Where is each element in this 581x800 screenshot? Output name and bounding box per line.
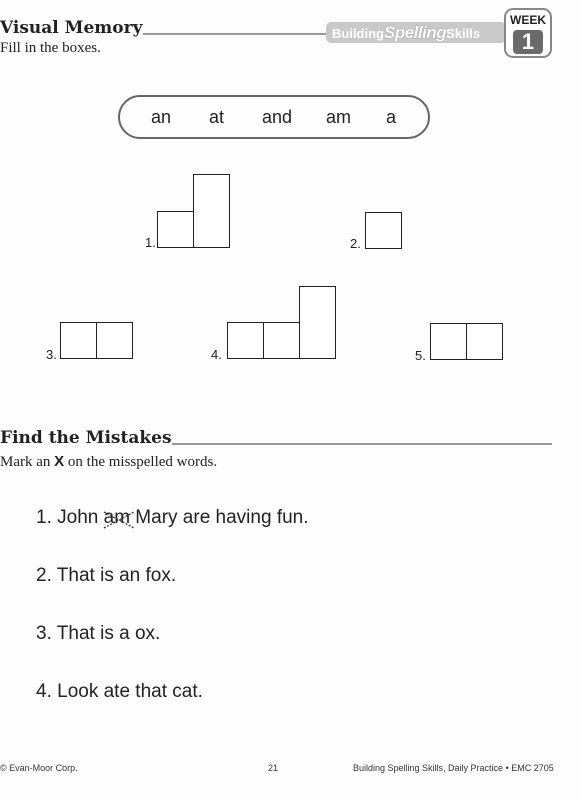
word-shape-number: 4. xyxy=(211,347,222,362)
instruction-part: Mark an xyxy=(0,454,55,470)
word-shape-number: 2. xyxy=(350,236,361,251)
footer-copyright: © Evan-Moor Corp. xyxy=(0,763,78,773)
week-badge xyxy=(504,8,552,58)
word-bank-word: am xyxy=(326,107,352,127)
word-bank-word: a xyxy=(386,107,397,127)
title-rule xyxy=(143,33,326,35)
sentence-4 xyxy=(36,681,203,703)
sentence-text[interactable]: That is an fox. xyxy=(56,565,177,586)
badge-building: Building xyxy=(332,26,384,41)
week-label: WEEK xyxy=(510,13,546,27)
word-shape-number: 1. xyxy=(145,235,156,250)
footer-page-number: 21 xyxy=(268,763,279,773)
sentence-text[interactable]: John xyxy=(57,507,104,528)
word-shape-number: 3. xyxy=(46,347,57,362)
letter-box[interactable] xyxy=(227,322,264,359)
badge-spelling: Spelling xyxy=(384,23,447,42)
sentence-1 xyxy=(36,507,309,529)
struck-word[interactable] xyxy=(104,507,130,529)
instruction-part: on the misspelled words. xyxy=(64,454,218,470)
letter-box[interactable] xyxy=(299,286,336,359)
visual-memory-instruction: Fill in the boxes. xyxy=(0,40,101,56)
week-number: 1 xyxy=(513,30,543,54)
word-shape-number: 5. xyxy=(415,348,426,363)
instruction-mark: X xyxy=(54,453,65,470)
letter-box[interactable] xyxy=(60,322,97,359)
letter-box[interactable] xyxy=(157,211,194,248)
word-bank-word: an xyxy=(151,107,172,127)
sentence-text[interactable]: That is a ox. xyxy=(56,623,161,644)
sentence-text[interactable]: Mary are having fun. xyxy=(130,507,309,528)
sentence-number: 4. xyxy=(36,681,52,702)
struck-word-text: am xyxy=(103,507,131,528)
letter-box[interactable] xyxy=(263,322,300,359)
letter-box[interactable] xyxy=(365,212,402,249)
building-spelling-skills-badge xyxy=(326,22,506,43)
mistakes-rule xyxy=(172,443,552,445)
sentence-number: 3. xyxy=(36,623,52,644)
sentence-number: 1. xyxy=(36,507,52,528)
visual-memory-title: Visual Memory xyxy=(0,18,143,38)
find-mistakes-title: Find the Mistakes xyxy=(0,428,172,448)
letter-box[interactable] xyxy=(193,174,230,248)
word-bank xyxy=(118,95,430,139)
letter-box[interactable] xyxy=(96,322,133,359)
word-bank-word: and xyxy=(262,107,293,127)
sentence-3 xyxy=(36,623,160,645)
footer-book-title: Building Spelling Skills, Daily Practice • EMC 2705 xyxy=(353,763,554,773)
sentence-number: 2. xyxy=(36,565,52,586)
letter-box[interactable] xyxy=(430,323,467,360)
x-mark-icon xyxy=(102,509,136,531)
mistakes-instruction xyxy=(0,453,217,471)
letter-box[interactable] xyxy=(466,323,503,360)
sentence-2 xyxy=(36,565,176,587)
sentence-text[interactable]: Look ate that cat. xyxy=(57,681,203,702)
word-bank-word: at xyxy=(209,107,225,127)
badge-skills: Skills xyxy=(446,26,481,41)
